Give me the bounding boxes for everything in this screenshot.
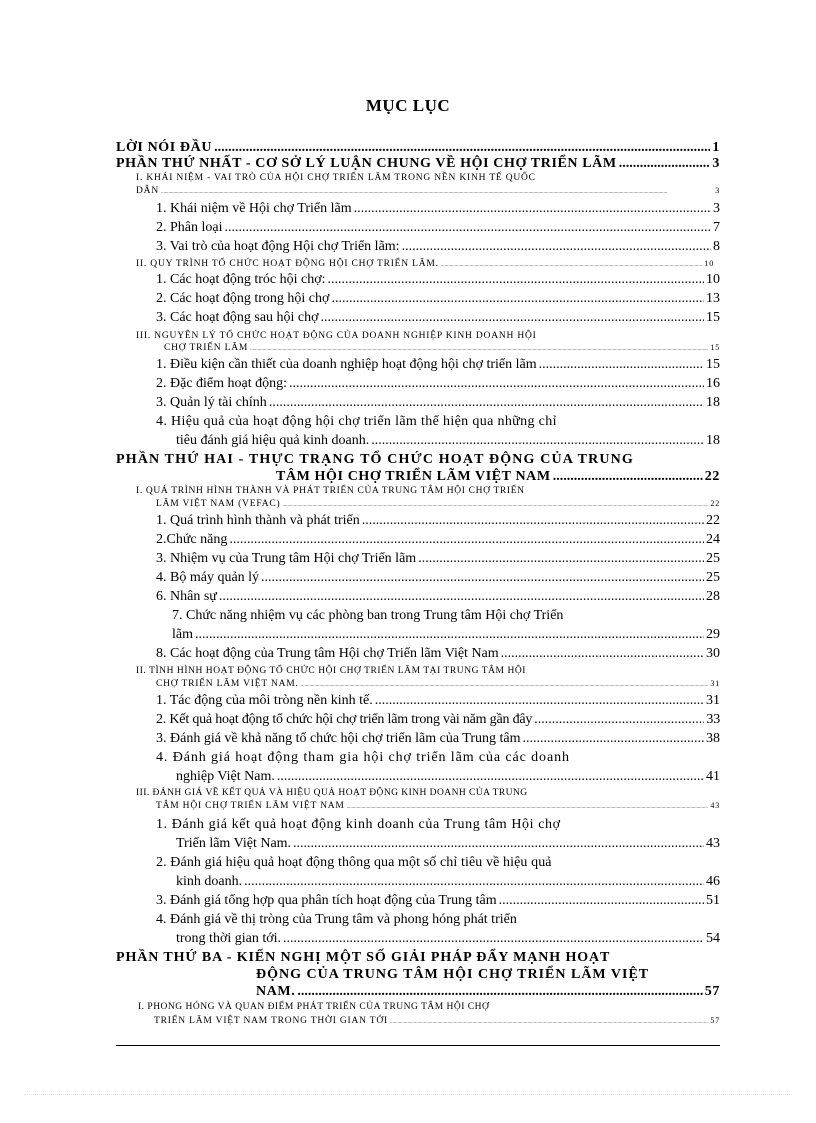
toc-entry-qua-trinh-phat-trien: 1. Quá trình hình thành và phát triển ..... 22 [156,513,720,529]
toc-entry-danh-gia-kinh-doanh: 1. Đánh giá kết quả hoạt động kinh doanh của Trung tâm Hội chợ [156,817,561,832]
toc-entry-khai-niem-vai-tro: I. KHÁI NIỆM - VAI TRÒ CỦA HỘI CHỢ TRIỂN LÃM TRONG NỀN KINH TẾ QUỐC [136,173,536,183]
toc-entry-danh-gia-kha-nang: 3. Đánh giá về khả năng tổ chức hội chợ triển lãm của Trung tâm ..... 38 [156,731,720,747]
toc-entry-bo-may: 4. Bộ máy quản lý ..... 25 [156,570,720,586]
toc-entry-chuc-nang-phong-ban: 7. Chức năng nhiệm vụ các phòng ban trong Trung tâm Hội chợ Triển [172,608,564,623]
toc-entry-phan-thu-ba-cont: ĐỘNG CỦA TRUNG TÂM HỘI CHỢ TRIỂN LÃM VIỆT [256,967,650,982]
toc-entry-phan-thu-ba: PHẦN THỨ BA - KIẾN NGHỊ MỘT SỐ GIẢI PHÁP ĐẨY MẠNH HOẠT [116,950,611,965]
toc-entry-phan-thu-nhat: PHẦN THỨ NHẤT - CƠ SỞ LÝ LUẬN CHUNG VỀ HỘI CHỢ TRIỂN LÃM ..... 3 [116,156,720,172]
toc-entry-vai-tro: 3. Vai trò của hoạt động Hội chợ Triển lãm: ..... 8 [156,239,720,255]
toc-entry-khai-niem: 1. Khái niệm về Hội chợ Triển lãm ..... 3 [156,201,720,217]
toc-entry-nguyen-ly-cont: CHỢ TRIỂN LÃM ..... 15 [164,343,720,353]
toc-entry-dieu-kien: 1. Điều kiện cần thiết của doanh nghiệp hoạt động hội chợ triển lãm ..... 15 [156,357,720,373]
toc-entry-danh-gia-chi-tieu-cont: kinh doanh. ..... 46 [176,874,720,890]
toc-entry-danh-gia-tham-gia-cont: nghiệp Việt Nam. ..... 41 [176,769,720,785]
toc-entry-danh-gia-thi-truong: 4. Đánh giá về thị tròng của Trung tâm và phong hóng phát triển [156,912,517,927]
toc-entry-danh-gia-chi-tieu: 2. Đánh giá hiệu quả hoạt động thông qua một số chỉ tiêu về hiệu quả [156,855,552,870]
toc-entry-dac-diem: 2. Đặc điểm hoạt động: ..... 16 [156,376,720,392]
toc-entry-nhiem-vu: 3. Nhiệm vụ của Trung tâm Hội chợ Triển lãm ..... 25 [156,551,720,567]
toc-entry-ket-qua-to-chuc: 2. Kết quả hoạt động tổ chức hội chợ triển lãm trong vài năm gần đây ..... 33 [156,712,720,728]
toc-entry-tac-dong-moi-truong: 1. Tác động của môi tròng nền kinh tế. ..... 31 [156,693,720,709]
toc-entry-hoat-dong-sau: 3. Các hoạt động sau hội chợ ..... 15 [156,310,720,326]
toc-entry-chuc-nang-phong-ban-cont: lãm ..... 29 [172,627,720,643]
toc-entry-tinh-hinh-hoat-dong-cont: CHỢ TRIỂN LÃM VIỆT NAM. ..... 31 [156,679,720,689]
toc-entry-hoat-dong-trong: 2. Các hoạt động trong hội chợ ..... 13 [156,291,720,307]
footer-divider [24,1094,792,1095]
toc-entry-khai-niem-vai-tro-cont: DÂN ..... 3 [136,186,720,196]
toc-entry-quan-ly-tai-chinh: 3. Quản lý tài chính ..... 18 [156,395,720,411]
toc-entry-hieu-qua-cont: tiêu đánh giá hiệu quả kinh doanh. ..... 18 [176,433,720,449]
toc-entry-danh-gia-kinh-doanh-cont: Triển lãm Việt Nam. ..... 43 [176,836,720,852]
toc-entry-danh-gia-thi-truong-cont: trong thời gian tới. ..... 54 [176,931,720,947]
toc-entry-qua-trinh-hinh-thanh-cont: LÃM VIỆT NAM (VEFAC) ..... 22 [156,499,720,509]
toc-entry-quy-trinh: II. QUY TRÌNH TỔ CHỨC HOẠT ĐỘNG HỘI CHỢ TRIỂN LÃM. ..... 10 [136,259,714,269]
toc-entry-danh-gia-ket-qua-hieu-qua: III. ĐÁNH GIÁ VỀ KẾT QUẢ VÀ HIỆU QUẢ HOẠT ĐỘNG KINH DOANH CỦA TRUNG [136,788,528,798]
toc-entry-danh-gia-tong-hop: 3. Đánh giá tổng hợp qua phân tích hoạt động của Trung tâm ..... 51 [156,893,720,909]
toc-entry-nhan-su: 6. Nhân sự ..... 28 [156,589,720,605]
bottom-rule [116,1045,720,1046]
toc-entry-phan-loai: 2. Phân loại ..... 7 [156,220,720,236]
toc-entry-danh-gia-ket-qua-hieu-qua-cont: TÂM HỘI CHỢ TRIỂN LÃM VIỆT NAM ..... 43 [156,801,720,811]
toc-entry-qua-trinh-hinh-thanh: I. QUÁ TRÌNH HÌNH THÀNH VÀ PHÁT TRIỂN CỦA TRUNG TÂM HỘI CHỢ TRIỂN [136,486,525,496]
toc-entry-phan-thu-hai-cont: TÂM HỘI CHỢ TRIỂN LÃM VIỆT NAM ..... 22 [276,469,720,485]
toc-entry-cac-hoat-dong-trung-tam: 8. Các hoạt động của Trung tâm Hội chợ Triển lãm Việt Nam ..... 30 [156,646,720,662]
toc-entry-phan-thu-hai: PHẦN THỨ HAI - THỰC TRẠNG TỔ CHỨC HOẠT ĐỘNG CỦA TRUNG [116,452,634,467]
toc-entry-danh-gia-tham-gia: 4. Đánh giá hoạt động tham gia hội chợ triển lãm của các doanh [156,750,570,765]
toc-entry-phuong-huong-cont: TRIỂN LÃM VIỆT NAM TRONG THỜI GIAN TỚI ..... 57 [154,1016,720,1026]
toc-entry-loi-noi-dau: LỜI NÓI ĐẦU ..... 1 [116,140,720,156]
toc-entry-tinh-hinh-hoat-dong: II. TÌNH HÌNH HOẠT ĐỘNG TỔ CHỨC HỘI CHỢ TRIỂN LÃM TẠI TRUNG TÂM HỘI [136,666,526,676]
toc-entry-nguyen-ly: III. NGUYÊN LÝ TỔ CHỨC HOẠT ĐỘNG CỦA DOANH NGHIỆP KINH DOANH HỘI [136,331,537,341]
toc-entry-hoat-dong-truoc: 1. Các hoạt động tróc hội chợ: ..... 10 [156,272,720,288]
page-title: MỤC LỤC [365,96,451,115]
toc-entry-chuc-nang: 2.Chức năng ..... 24 [156,532,720,548]
toc-entry-phuong-huong: I. PHONG HÓNG VÀ QUAN ĐIỂM PHÁT TRIỂN CỦA TRUNG TÂM HỘI CHỢ [138,1002,490,1012]
toc-entry-hieu-qua: 4. Hiệu quả của hoạt động hội chợ triển lãm thể hiện qua những chỉ [156,414,557,429]
toc-entry-phan-thu-ba-end: NAM. ..... 57 [256,984,720,1000]
